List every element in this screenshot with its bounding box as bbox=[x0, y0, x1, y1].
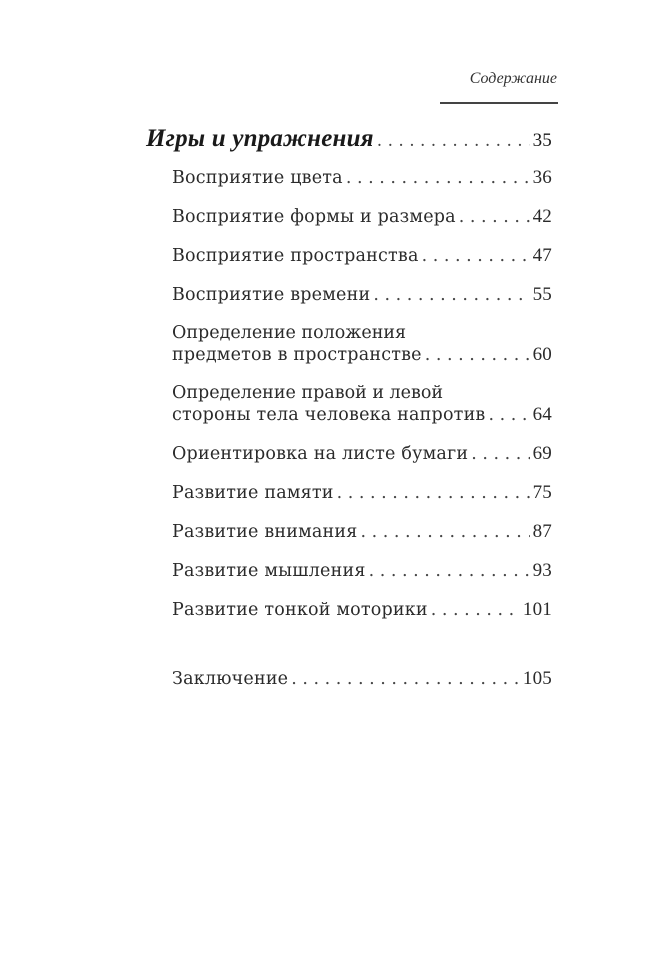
page-number: 60 bbox=[532, 344, 552, 365]
toc-entry-title: Развитие внимания bbox=[172, 522, 358, 542]
page-number: 64 bbox=[532, 404, 552, 425]
toc-entry-title-line1: Определение правой и левой bbox=[172, 383, 444, 403]
page-number: 36 bbox=[532, 167, 552, 188]
page-number: 87 bbox=[532, 521, 552, 542]
dot-leader bbox=[337, 483, 530, 504]
toc-entry-title: Ориентировка на листе бумаги bbox=[172, 444, 469, 464]
toc-entry[interactable] bbox=[146, 206, 552, 228]
dot-leader bbox=[459, 207, 530, 228]
toc-entry-title: Развитие мышления bbox=[172, 561, 366, 581]
toc-entry[interactable] bbox=[146, 560, 552, 582]
toc-entry-title: Развитие памяти bbox=[172, 483, 334, 503]
toc-entry[interactable] bbox=[146, 245, 552, 267]
toc-entry-title: Восприятие формы и размера bbox=[172, 207, 456, 227]
toc-entry[interactable] bbox=[146, 383, 552, 426]
toc-entry[interactable] bbox=[146, 599, 552, 621]
header-rule bbox=[440, 102, 558, 104]
toc-entry-title: Восприятие пространства bbox=[172, 246, 419, 266]
toc-entry-title: Заключение bbox=[172, 669, 289, 689]
page-number: 93 bbox=[532, 560, 552, 581]
toc-entry-title: стороны тела человека напротив bbox=[172, 405, 486, 425]
toc-entry[interactable] bbox=[146, 443, 552, 465]
toc-entry-title: предметов в пространстве bbox=[172, 345, 422, 365]
dot-leader bbox=[291, 669, 520, 690]
page-number: 35 bbox=[532, 130, 552, 151]
spacer bbox=[146, 638, 552, 668]
table-of-contents bbox=[146, 125, 552, 707]
toc-entry[interactable] bbox=[146, 167, 552, 189]
dot-leader bbox=[361, 522, 530, 543]
toc-entry[interactable] bbox=[146, 521, 552, 543]
dot-leader bbox=[425, 345, 530, 366]
toc-entry[interactable] bbox=[146, 323, 552, 366]
page-number: 101 bbox=[522, 599, 552, 620]
dot-leader bbox=[471, 444, 529, 465]
toc-entry[interactable] bbox=[146, 482, 552, 504]
dot-leader bbox=[373, 285, 529, 306]
toc-entry-conclusion[interactable] bbox=[146, 668, 552, 690]
toc-entry-title: Восприятие цвета bbox=[172, 168, 343, 188]
page-number: 55 bbox=[532, 284, 552, 305]
page-number: 47 bbox=[532, 245, 552, 266]
dot-leader bbox=[431, 600, 520, 621]
dot-leader bbox=[488, 405, 529, 426]
running-head: Содержание bbox=[469, 70, 557, 87]
dot-leader bbox=[369, 561, 530, 582]
toc-entry-title-line1: Определение положения bbox=[172, 323, 407, 343]
toc-entry-title: Восприятие времени bbox=[172, 285, 371, 305]
toc-heading-title: Игры и упражнения bbox=[146, 125, 374, 152]
page-number: 69 bbox=[532, 443, 552, 464]
dot-leader bbox=[377, 131, 530, 152]
toc-heading[interactable] bbox=[146, 125, 552, 152]
page-number: 105 bbox=[522, 668, 552, 689]
page-number: 75 bbox=[532, 482, 552, 503]
toc-entry[interactable] bbox=[146, 284, 552, 306]
dot-leader bbox=[422, 246, 530, 267]
toc-entry-title: Развитие тонкой моторики bbox=[172, 600, 428, 620]
dot-leader bbox=[346, 168, 530, 189]
page-number: 42 bbox=[532, 206, 552, 227]
